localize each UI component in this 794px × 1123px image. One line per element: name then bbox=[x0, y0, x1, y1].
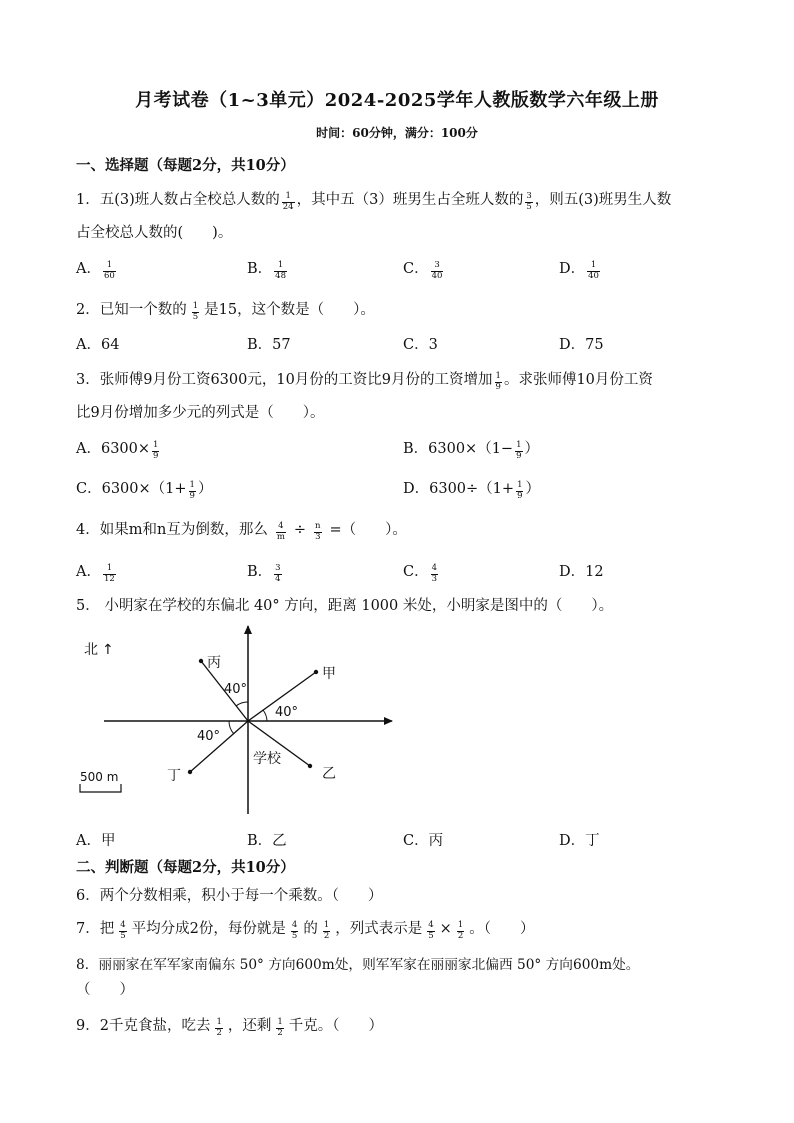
angle-label-upper: 40° bbox=[224, 682, 248, 697]
angle-label-left: 40° bbox=[197, 729, 221, 744]
fraction: $\frac{1}{2}$ bbox=[216, 1017, 222, 1038]
question-1-line-1: 1．五(3)班人数占全校总人数的 $\frac{1}{24}$ ，其中五（3）班男生占全班人数的 $\frac{3}{5}$ ，则五(3)班男生人数 bbox=[76, 191, 672, 212]
point-jia bbox=[314, 670, 318, 674]
fraction: $\frac{1}{9}$ bbox=[153, 440, 159, 461]
q5-option-a[interactable]: A．甲 bbox=[76, 833, 116, 849]
q1-option-d[interactable]: D． $\frac{1}{40}$ bbox=[559, 260, 599, 281]
point-ding bbox=[188, 770, 192, 774]
exam-info: 时间：60分钟，满分：100分 bbox=[316, 126, 478, 140]
q4-option-a[interactable]: A． $\frac{1}{12}$ bbox=[76, 563, 115, 584]
q2-option-b[interactable]: B．57 bbox=[247, 337, 291, 353]
section-heading-choice: 一、选择题（每题2分，共10分） bbox=[76, 157, 295, 174]
fraction: $\frac{4}{5}$ bbox=[291, 920, 298, 941]
q4-option-b[interactable]: B． $\frac{3}{4}$ bbox=[247, 563, 281, 584]
fraction: $\frac{1}{9}$ bbox=[495, 371, 501, 392]
q2-option-d[interactable]: D．75 bbox=[559, 337, 604, 353]
q2-option-a[interactable]: A．64 bbox=[76, 337, 120, 353]
q3-option-d[interactable]: D．6300÷（1+ $\frac{1}{9}$ ） bbox=[403, 480, 540, 501]
angle-arc-upper-left bbox=[236, 702, 248, 706]
label-school: 学校 bbox=[253, 751, 281, 767]
q4-option-c[interactable]: C． $\frac{4}{3}$ bbox=[403, 563, 438, 584]
scale-label: 500 m bbox=[80, 770, 119, 784]
question-8-line-1: 8．丽丽家在军军家南偏东 50° 方向600m处，则军军家在丽丽家北偏西 50° 方向600m处。 bbox=[76, 957, 640, 973]
fraction: $\frac{3}{40}$ bbox=[431, 260, 443, 281]
direction-map bbox=[70, 618, 410, 823]
point-bing bbox=[199, 659, 203, 663]
q3-option-b[interactable]: B．6300×（1− $\frac{1}{9}$ ） bbox=[403, 440, 540, 461]
fraction: $\frac{1}{48}$ bbox=[275, 260, 286, 281]
label-bing: 丙 bbox=[207, 655, 221, 671]
fraction: $\frac{1}{9}$ bbox=[517, 480, 523, 501]
page-title: 月考试卷（1~3单元）2024-2025学年人教版数学六年级上册 bbox=[135, 90, 659, 111]
fraction: $\frac{1}{2}$ bbox=[323, 920, 330, 941]
fraction: $\frac{1}{12}$ bbox=[103, 563, 115, 584]
q1-option-b[interactable]: B． $\frac{1}{48}$ bbox=[247, 260, 286, 281]
fraction: $\frac{3}{5}$ bbox=[526, 191, 532, 212]
question-7: 7．把 $\frac{4}{5}$ 平均分成2份，每份就是 $\frac{4}{5}$ 的 $\frac{1}{2}$ ，列式表示是 $\frac{4}{5}$ × $\frac{1}{2}$ 。（ ） bbox=[76, 920, 535, 941]
q5-option-c[interactable]: C．丙 bbox=[403, 833, 444, 849]
question-9: 9．2千克食盐，吃去 $\frac{1}{2}$ ，还剩 $\frac{1}{2}$ 千克。（ ） bbox=[76, 1017, 384, 1038]
fraction: $\frac{4}{5}$ bbox=[428, 920, 434, 941]
section-heading-judge: 二、判断题（每题2分，共10分） bbox=[76, 859, 295, 876]
fraction: $\frac{1}{9}$ bbox=[516, 440, 522, 461]
q3-option-a[interactable]: A．6300× $\frac{1}{9}$ bbox=[76, 440, 159, 461]
fraction: $\frac{4}{3}$ bbox=[431, 563, 438, 584]
fraction: $\frac{4}{m}$ bbox=[276, 521, 285, 542]
fraction: $\frac{1}{24}$ bbox=[282, 191, 294, 212]
angle-label-right: 40° bbox=[275, 705, 299, 720]
question-3-line-1: 3．张师傅9月份工资6300元，10月份的工资比9月份的工资增加 $\frac{1}{9}$ 。求张师傅10月份工资 bbox=[76, 371, 653, 392]
fraction: $\frac{1}{60}$ bbox=[103, 260, 115, 281]
fraction: $\frac{1}{2}$ bbox=[277, 1017, 283, 1038]
q1-option-a[interactable]: A． $\frac{1}{60}$ bbox=[76, 260, 115, 281]
question-4: 4．如果m和n互为倒数，那么 $\frac{4}{m}$ ÷ $\frac{n}{3}$ =（ ）。 bbox=[76, 521, 407, 542]
north-arrow-icon: ↑ bbox=[102, 642, 114, 658]
fraction: $\frac{1}{2}$ bbox=[457, 920, 464, 941]
fraction: $\frac{4}{5}$ bbox=[120, 920, 126, 941]
q5-option-d[interactable]: D．丁 bbox=[559, 833, 600, 849]
label-jia: 甲 bbox=[322, 666, 336, 682]
q5-option-b[interactable]: B．乙 bbox=[247, 833, 287, 849]
label-ding: 丁 bbox=[167, 768, 181, 784]
q3-option-c[interactable]: C．6300×（1+ $\frac{1}{9}$ ） bbox=[76, 480, 213, 501]
question-1-line-2: 占全校总人数的( )。 bbox=[76, 225, 233, 241]
angle-arc-right bbox=[263, 710, 267, 721]
question-6: 6．两个分数相乘，积小于每一个乘数。（ ） bbox=[76, 888, 383, 904]
q2-option-c[interactable]: C．3 bbox=[403, 337, 438, 353]
question-3-line-2: 比9月份增加多少元的列式是（ ）。 bbox=[76, 405, 325, 421]
fraction: $\frac{1}{9}$ bbox=[189, 480, 195, 501]
fraction: $\frac{3}{4}$ bbox=[275, 563, 281, 584]
north-label: 北 bbox=[84, 642, 98, 658]
q4-option-d[interactable]: D．12 bbox=[559, 564, 604, 580]
angle-arc-left bbox=[229, 721, 234, 734]
fraction: $\frac{1}{5}$ bbox=[192, 301, 199, 322]
question-5: 5． 小明家在学校的东偏北 40° 方向，距离 1000 米处，小明家是图中的（ ）。 bbox=[76, 598, 614, 614]
fraction: $\frac{n}{3}$ bbox=[315, 521, 321, 542]
point-yi bbox=[308, 764, 312, 768]
fraction: $\frac{1}{40}$ bbox=[588, 260, 599, 281]
q1-option-c[interactable]: C． $\frac{3}{40}$ bbox=[403, 260, 443, 281]
scale-bar bbox=[80, 784, 121, 792]
question-2: 2．已知一个数的 $\frac{1}{5}$ 是15，这个数是（ ）。 bbox=[76, 301, 375, 322]
question-8-line-2: （ ） bbox=[76, 982, 134, 998]
label-yi: 乙 bbox=[322, 766, 336, 782]
